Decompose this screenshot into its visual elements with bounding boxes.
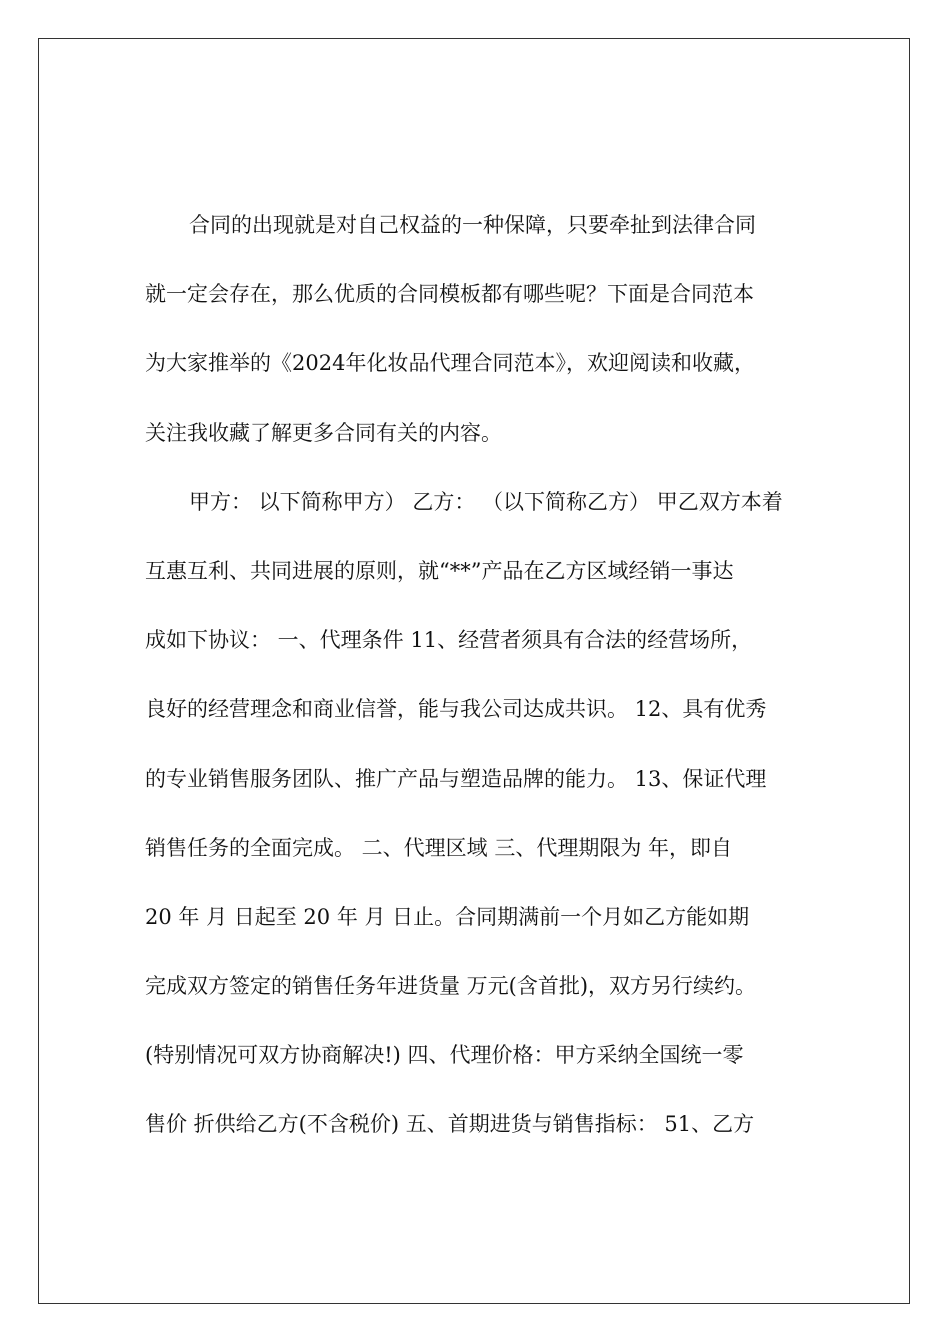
text-line: 的专业销售服务团队、推广产品与塑造品牌的能力。 13、保证代理 <box>145 766 767 791</box>
text-line: 销售任务的全面完成。 二、代理区域 三、代理期限为 年，即自 <box>145 835 733 860</box>
text-line: 就一定会存在，那么优质的合同模板都有哪些呢？下面是合同范本 <box>145 282 754 307</box>
text-line: 合同的出现就是对自己权益的一种保障，只要牵扯到法律合同 <box>189 213 756 237</box>
paragraph-contract <box>145 477 810 1169</box>
text-line: 互惠互利、共同进展的原则，就“**”产品在乙方区域经销一事达 <box>145 558 734 583</box>
paragraph-intro <box>145 200 810 477</box>
text-line: 为大家推举的《2024年化妆品代理合同范本》，欢迎阅读和收藏， <box>145 351 755 376</box>
text-line: 成如下协议： 一、代理条件 11、经营者须具有合法的经营场所， <box>145 628 753 653</box>
text-line: 完成双方签定的销售任务年进货量 万元(含首批)，双方另行续约。 <box>145 974 757 999</box>
text-line: 甲方： 以下简称甲方） 乙方： （以下简称乙方） 甲乙双方本着 <box>189 489 783 514</box>
text-line: 售价 折供给乙方(不含税价) 五、首期进货与销售指标： 51、乙方 <box>145 1112 755 1137</box>
document-body <box>145 200 810 1169</box>
text-line: (特别情况可双方协商解决!) 四、代理价格：甲方采纳全国统一零 <box>145 1043 744 1068</box>
text-line: 良好的经营理念和商业信誉，能与我公司达成共识。 12、具有优秀 <box>145 697 767 722</box>
text-line: 关注我收藏了解更多合同有关的内容。 <box>145 420 502 445</box>
text-line: 20 年 月 日起至 20 年 月 日止。合同期满前一个月如乙方能如期 <box>145 904 750 929</box>
